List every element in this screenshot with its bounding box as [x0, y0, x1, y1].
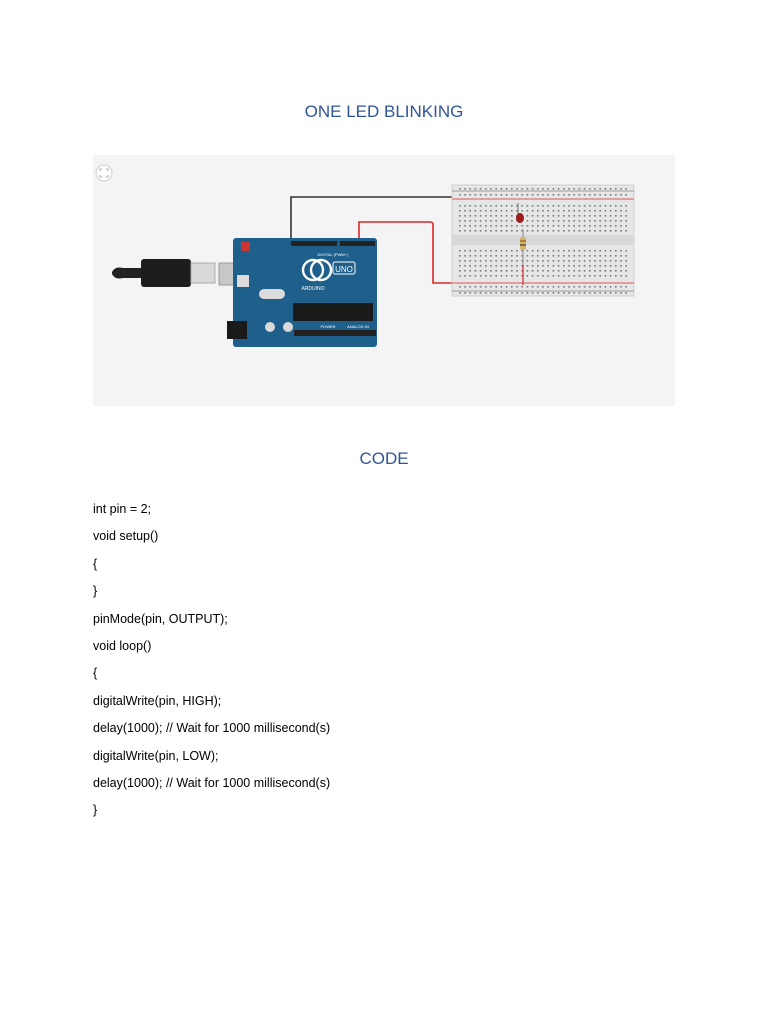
code-line: int pin = 2; — [93, 502, 152, 516]
code-section-heading: CODE — [359, 449, 409, 468]
code-line: } — [93, 584, 98, 599]
breadboard-icon — [452, 185, 634, 296]
code-line: void loop() — [93, 638, 152, 653]
circuit-svg — [93, 155, 675, 406]
code-line: { — [93, 666, 98, 681]
circuit-diagram — [93, 155, 675, 406]
arduino-board-icon — [227, 238, 377, 347]
code-line: digitalWrite(pin, LOW); — [93, 748, 219, 763]
code-line: delay(1000); // Wait for 1000 millisecond(s) — [93, 721, 331, 736]
digital-header-label: DIGITAL (PWM~) — [317, 252, 349, 257]
fullscreen-icon[interactable] — [96, 165, 112, 181]
page-title: ONE LED BLINKING — [304, 102, 464, 121]
code-line: void setup() — [93, 529, 159, 544]
code-listing — [93, 500, 330, 829]
analog-header-label: ANALOG IN — [347, 324, 369, 329]
code-line: delay(1000); // Wait for 1000 millisecond(s) — [93, 775, 331, 790]
code-line: { — [93, 556, 98, 571]
board-brand-text: ARDUINO — [301, 286, 325, 292]
code-line: pinMode(pin, OUTPUT); — [93, 611, 228, 626]
code-line: } — [93, 803, 98, 818]
code-line: digitalWrite(pin, HIGH); — [93, 693, 222, 708]
power-header-label: POWER — [320, 324, 336, 329]
board-logo-text: UNO — [335, 265, 353, 274]
